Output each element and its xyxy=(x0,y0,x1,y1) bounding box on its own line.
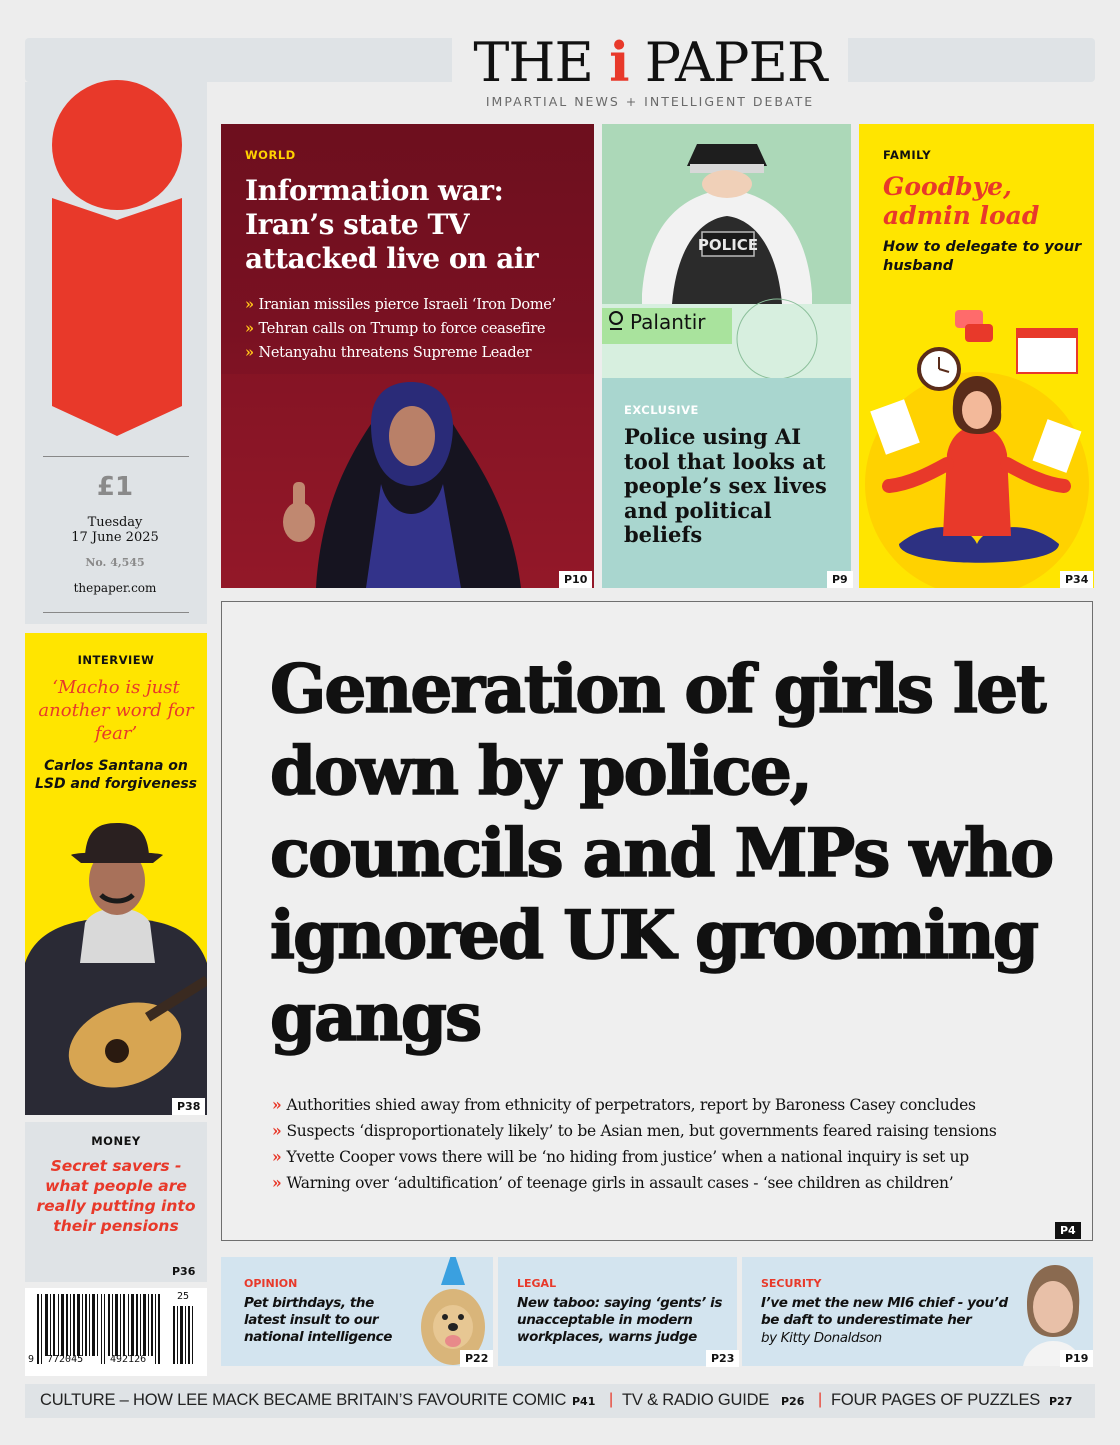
main-bullet[interactable]: » Suspects ‘disproportionately likely’ to be Asian men, but governments feared raising tensions xyxy=(272,1121,997,1140)
family-headline[interactable]: Goodbye, admin load xyxy=(883,172,1040,230)
security-page-tag: P19 xyxy=(1060,1350,1093,1367)
world-bullet[interactable]: » Iranian missiles pierce Israeli ‘Iron Dome’ xyxy=(245,296,556,313)
masthead-title[interactable] xyxy=(452,30,848,94)
family-subheadline: How to delegate to your husband xyxy=(883,239,1082,274)
police-headline[interactable]: Police using AI tool that looks at people’s sex lives and political beliefs xyxy=(624,424,827,547)
footer-culture-link[interactable]: CULTURE – HOW LEE MACK BECAME BRITAIN’S FAVOURITE COMIC xyxy=(40,1391,567,1409)
opinion-headline[interactable]: Pet birthdays, the latest insult to our national intelligence xyxy=(244,1295,393,1345)
police-kicker: EXCLUSIVE xyxy=(624,403,699,417)
divider xyxy=(43,612,189,613)
barcode-left-digits: 772045 xyxy=(47,1354,84,1365)
legal-headline[interactable]: New taboo: saying ‘gents’ is unacceptable in modern workplaces, warns judge xyxy=(517,1295,722,1345)
masthead-tagline: IMPARTIAL NEWS + INTELLIGENT DEBATE xyxy=(485,94,815,109)
masthead-title-the: THE xyxy=(473,31,593,94)
date-full: 17 June 2025 xyxy=(71,530,159,545)
money-page-tag: P36 xyxy=(172,1265,196,1278)
divider xyxy=(43,456,189,457)
main-bullet-text: Warning over ‘adultification’ of teenage girls in assault cases - ‘see children as children’ xyxy=(286,1174,954,1192)
palantir-logo-text: Palantir xyxy=(630,310,706,334)
interview-quote[interactable]: ‘Macho is just another word for fear’ xyxy=(38,677,194,744)
interview-kicker: INTERVIEW xyxy=(77,653,155,667)
main-bullet[interactable]: » Authorities shied away from ethnicity of perpetrators, report by Baroness Casey concludes xyxy=(272,1095,976,1114)
main-bullet[interactable]: » Yvette Cooper vows there will be ‘no hiding from justice’ when a national inquiry is set up xyxy=(272,1147,969,1166)
i-logo-stem-icon xyxy=(52,190,182,436)
main-bullet[interactable]: » Warning over ‘adultification’ of teenage girls in assault cases - ‘see children as children’ xyxy=(272,1173,954,1192)
world-bullet-text: Iranian missiles pierce Israeli ‘Iron Dome’ xyxy=(258,297,556,313)
family-page-tag: P34 xyxy=(1060,571,1093,588)
legal-page-tag: P23 xyxy=(706,1350,739,1367)
world-bullet[interactable]: » Netanyahu threatens Supreme Leader xyxy=(245,344,532,361)
family-kicker: FAMILY xyxy=(883,148,932,162)
police-officer-image[interactable] xyxy=(602,124,851,378)
police-illustration xyxy=(602,124,851,378)
issue-number: No. 4,545 xyxy=(85,556,145,569)
price: £1 xyxy=(96,472,134,502)
police-badge-label: POLICE xyxy=(697,236,759,254)
barcode-right-digits: 492126 xyxy=(110,1354,147,1365)
money-headline[interactable]: Secret savers - what people are really putting into their pensions xyxy=(36,1157,196,1235)
main-bullet-text: Authorities shied away from ethnicity of perpetrators, report by Baroness Casey concludes xyxy=(286,1096,976,1114)
interview-subheadline: Carlos Santana on LSD and forgiveness xyxy=(35,758,197,792)
money-kicker: MONEY xyxy=(91,1134,141,1148)
footer-culture-page: P41 xyxy=(572,1395,596,1408)
security-headline[interactable]: I’ve met the new MI6 chief - you’d be daft to underestimate her xyxy=(761,1295,1008,1328)
date-day: Tuesday xyxy=(87,515,143,530)
footer-puzzles-page: P27 xyxy=(1049,1395,1073,1408)
security-kicker: SECURITY xyxy=(761,1277,822,1290)
world-bullet-text: Netanyahu threatens Supreme Leader xyxy=(258,345,532,361)
footer-puzzles-link[interactable]: FOUR PAGES OF PUZZLES xyxy=(831,1391,1041,1409)
masthead-title-paper: PAPER xyxy=(644,31,827,94)
barcode-lead-digit: 9 xyxy=(28,1354,35,1365)
opinion-kicker: OPINION xyxy=(244,1277,298,1290)
world-bullet[interactable]: » Tehran calls on Trump to force ceasefire xyxy=(245,320,546,337)
world-page-tag: P10 xyxy=(559,571,592,588)
world-headline[interactable]: Information war: Iran’s state TV attacked live on air xyxy=(245,174,539,275)
barcode-issue-code: 25 xyxy=(177,1291,190,1302)
legal-kicker: LEGAL xyxy=(517,1277,557,1290)
world-bullet-text: Tehran calls on Trump to force ceasefire xyxy=(258,321,546,337)
footer-tv-page: P26 xyxy=(781,1395,805,1408)
footer-tv-link[interactable]: TV & RADIO GUIDE xyxy=(622,1391,770,1409)
main-headline[interactable]: Generation of girls let down by police, councils and MPs who ignored UK grooming gangs xyxy=(270,650,1053,1056)
footer-separator: | xyxy=(609,1391,614,1408)
masthead-title-i: i xyxy=(609,30,629,94)
barcode-panel xyxy=(25,1288,207,1376)
interview-page-tag: P38 xyxy=(172,1098,205,1115)
security-byline: by Kitty Donaldson xyxy=(761,1330,882,1346)
opinion-page-tag: P22 xyxy=(460,1350,493,1367)
footer-separator: | xyxy=(818,1391,823,1408)
main-bullet-text: Suspects ‘disproportionately likely’ to be Asian men, but governments feared raising tensions xyxy=(286,1122,997,1140)
main-page-tag: P4 xyxy=(1055,1222,1081,1239)
main-bullet-text: Yvette Cooper vows there will be ‘no hiding from justice’ when a national inquiry is set up xyxy=(286,1148,969,1166)
world-kicker: WORLD xyxy=(245,148,296,162)
website-link[interactable]: thepaper.com xyxy=(73,581,157,595)
police-page-tag: P9 xyxy=(827,571,853,588)
